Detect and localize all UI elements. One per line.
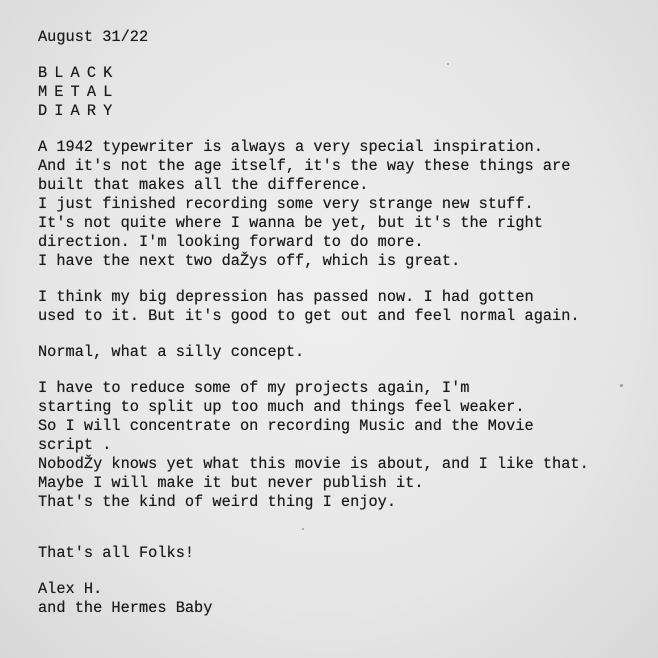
paper-speck <box>302 528 304 530</box>
body-line: And it's not the age itself, it's the way these things are <box>38 157 571 175</box>
paper-speck <box>447 63 449 65</box>
body-line: starting to split up too much and things feel weaker. <box>38 398 525 416</box>
diary-date: August 31/22 <box>38 28 149 46</box>
signature-typewriter: and the Hermes Baby <box>38 599 213 617</box>
body-line: That's the kind of weird thing I enjoy. <box>38 493 397 511</box>
title-line-diary: DIARY <box>38 102 120 120</box>
body-line: built that makes all the difference. <box>38 176 369 194</box>
closing-line: That's all Folks! <box>38 544 195 562</box>
title-line-black: BLACK <box>38 64 120 82</box>
signature-name: Alex H. <box>38 580 103 598</box>
body-line: I have the next two daŽys off, which is great. <box>38 252 461 270</box>
body-line: direction. I'm looking forward to do more. <box>38 233 424 251</box>
title-line-metal: METAL <box>38 83 120 101</box>
body-line: I just finished recording some very strange new stuff. <box>38 195 534 213</box>
body-line: NobodŽy knows yet what this movie is about, and I like that. <box>38 455 589 473</box>
body-line: It's not quite where I wanna be yet, but it's the right <box>38 214 543 232</box>
paper-speck <box>620 384 623 387</box>
body-line: So I will concentrate on recording Music and the Movie <box>38 417 534 435</box>
body-line: used to it. But it's good to get out and feel normal again. <box>38 307 580 325</box>
body-line: Normal, what a silly concept. <box>38 343 305 361</box>
body-line: I think my big depression has passed now. I had gotten <box>38 288 534 306</box>
body-line: script . <box>38 436 112 454</box>
body-line: Maybe I will make it but never publish it. <box>38 474 424 492</box>
body-line: A 1942 typewriter is always a very special inspiration. <box>38 138 543 156</box>
body-line: I have to reduce some of my projects again, I'm <box>38 379 470 397</box>
